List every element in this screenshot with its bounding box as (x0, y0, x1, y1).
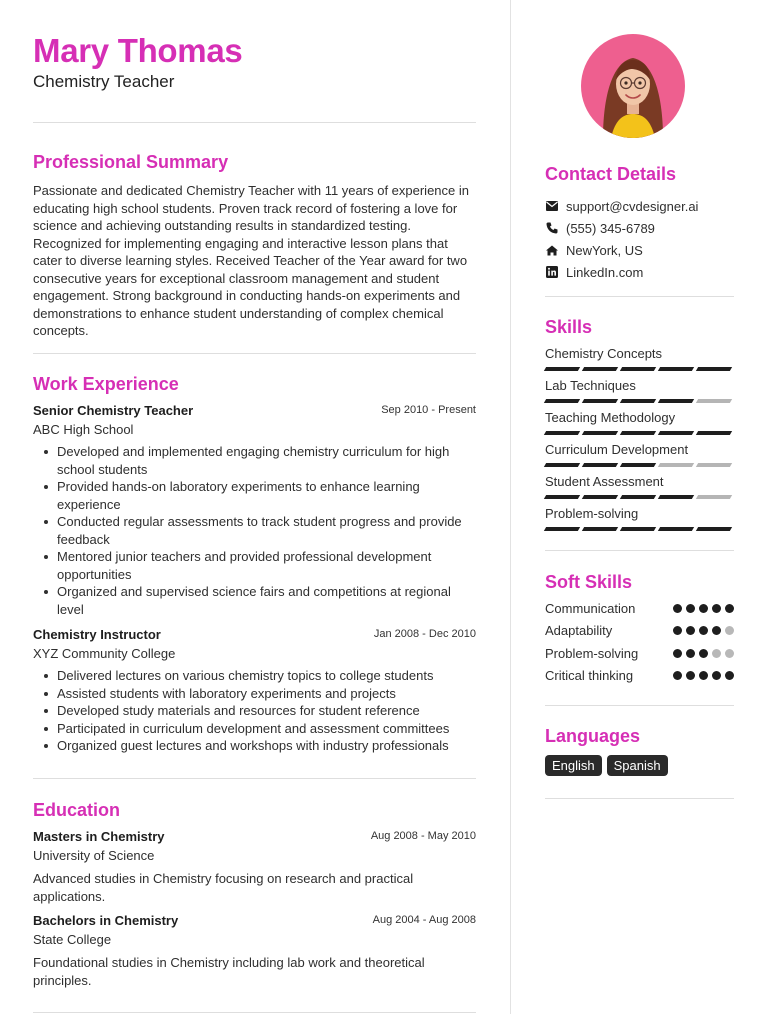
education-description: Foundational studies in Chemistry including lab work and theoretical principles. (33, 955, 425, 988)
job-bullet: Organized and supervised science fairs and competitions at regional level (33, 583, 476, 618)
rating-dot (712, 671, 721, 680)
home-icon (545, 244, 558, 257)
job-bullet: Mentored junior teachers and provided professional development opportunities (33, 548, 476, 583)
divider (545, 296, 734, 297)
skill-item (545, 410, 734, 435)
soft-skill-item (545, 646, 734, 664)
rating-dot (686, 626, 695, 635)
candidate-title: Chemistry Teacher (33, 72, 175, 91)
languages-list (545, 755, 668, 776)
skill-level-segment (620, 527, 656, 531)
job-dates: Jan 2008 - Dec 2010 (373, 628, 476, 640)
job-organization: XYZ Community College (33, 646, 176, 661)
contact-phone-text: (555) 345-6789 (566, 220, 655, 236)
rating-dot (699, 671, 708, 680)
job-bullet: Provided hands-on laboratory experiments to enhance learning experience (33, 478, 476, 513)
contact-phone[interactable] (545, 219, 655, 237)
divider (33, 778, 476, 779)
job-bullet: Developed and implemented engaging chemistry curriculum for high school students (33, 443, 476, 478)
job-bullet: Assisted students with laboratory experiments and projects (33, 685, 476, 703)
rating-dot (725, 626, 734, 635)
job-bullets (33, 667, 476, 755)
job-bullet: Organized guest lectures and workshops with industry professionals (33, 737, 476, 755)
skill-level-segment (544, 495, 580, 499)
contact-location (545, 241, 643, 259)
job-bullet: Developed study materials and resources for student reference (33, 702, 476, 720)
job-bullet: Conducted regular assessments to track student progress and provide feedback (33, 513, 476, 548)
skill-level-segment (544, 527, 580, 531)
skill-level-segment (696, 495, 732, 499)
rating-dot (725, 671, 734, 680)
soft-skill-name: Problem-solving (545, 645, 639, 661)
skill-name: Curriculum Development (545, 442, 689, 457)
skill-level-segment (696, 399, 732, 403)
skill-item (545, 506, 734, 531)
rating-dot (673, 671, 682, 680)
soft-skill-name: Critical thinking (545, 667, 634, 683)
skill-level-segment (696, 463, 732, 467)
divider (33, 1012, 476, 1013)
summary-heading: Professional Summary (33, 152, 229, 172)
skill-item (545, 474, 734, 499)
rating-dot (686, 604, 695, 613)
skill-level-segment (696, 431, 732, 435)
skill-level-segment (544, 367, 580, 371)
skill-level-segment (620, 463, 656, 467)
degree-name: Bachelors in Chemistry (33, 913, 179, 928)
skill-level-segment (620, 367, 656, 371)
soft-skill-name: Adaptability (545, 623, 613, 639)
rating-dot (712, 604, 721, 613)
skill-name: Lab Techniques (545, 378, 636, 393)
education-heading: Education (33, 800, 121, 820)
divider (33, 353, 476, 354)
soft-skill-rating (673, 604, 734, 613)
profile-photo (581, 34, 685, 138)
skill-level-segment (544, 399, 580, 403)
contact-email[interactable] (545, 197, 698, 215)
job-bullets (33, 443, 476, 618)
phone-icon (545, 222, 558, 235)
skill-level-segment (620, 431, 656, 435)
language-badge: Spanish (607, 755, 668, 776)
contact-email-text: support@cvdesigner.ai (566, 198, 699, 214)
contact-location-text: NewYork, US (566, 242, 643, 258)
rating-dot (686, 671, 695, 680)
skill-level-segment (544, 431, 580, 435)
job-bullet: Participated in curriculum development and assessment committees (33, 720, 476, 738)
skill-level-segment (582, 527, 618, 531)
job-entry (33, 403, 476, 618)
degree-name: Masters in Chemistry (33, 829, 165, 844)
skill-name: Chemistry Concepts (545, 346, 663, 361)
skill-level-bar (545, 527, 734, 531)
soft-skill-item (545, 623, 734, 641)
divider (545, 550, 734, 551)
rating-dot (712, 649, 721, 658)
skill-name: Student Assessment (545, 474, 664, 489)
education-entry (33, 829, 476, 905)
skill-level-segment (582, 495, 618, 499)
rating-dot (673, 604, 682, 613)
rating-dot (686, 649, 695, 658)
skill-level-segment (658, 495, 694, 499)
skill-level-segment (696, 367, 732, 371)
school-name: State College (33, 932, 112, 947)
rating-dot (725, 604, 734, 613)
column-divider (510, 0, 511, 1014)
skill-level-segment (544, 463, 580, 467)
skill-level-segment (582, 367, 618, 371)
skill-level-bar (545, 495, 734, 499)
contact-heading: Contact Details (545, 164, 677, 184)
skill-level-segment (696, 527, 732, 531)
skill-level-segment (582, 463, 618, 467)
soft-skill-name: Communication (545, 601, 636, 616)
skill-level-segment (620, 399, 656, 403)
skill-level-segment (658, 431, 694, 435)
divider (33, 122, 476, 123)
rating-dot (699, 649, 708, 658)
job-title: Senior Chemistry Teacher (33, 403, 194, 418)
soft-skill-item (545, 668, 734, 686)
experience-heading: Work Experience (33, 374, 179, 394)
skill-level-bar (545, 431, 734, 435)
skill-level-segment (582, 431, 618, 435)
skill-level-bar (545, 367, 734, 371)
job-entry (33, 627, 476, 755)
skill-item (545, 378, 734, 403)
education-entry (33, 913, 476, 989)
job-bullet: Delivered lectures on various chemistry topics to college students (33, 667, 476, 685)
skill-level-segment (620, 495, 656, 499)
contact-linkedin-text: LinkedIn.com (566, 264, 644, 280)
soft-skill-rating (673, 649, 734, 658)
divider (545, 798, 734, 799)
soft-skills-heading: Soft Skills (545, 572, 633, 592)
skill-level-segment (658, 527, 694, 531)
rating-dot (712, 626, 721, 635)
skill-level-segment (658, 367, 694, 371)
skill-item (545, 442, 734, 467)
skill-level-segment (658, 463, 694, 467)
education-dates: Aug 2004 - Aug 2008 (372, 914, 476, 926)
languages-heading: Languages (545, 726, 641, 746)
rating-dot (673, 626, 682, 635)
skill-level-bar (545, 399, 734, 403)
rating-dot (725, 649, 734, 658)
candidate-name: Mary Thomas (33, 32, 243, 69)
job-title: Chemistry Instructor (33, 627, 161, 642)
skill-level-segment (582, 399, 618, 403)
soft-skill-rating (673, 626, 734, 635)
summary-text: Passionate and dedicated Chemistry Teacher with 11 years of experience in educating high school students. Proven track record of fostering a love for science and achieving outstanding results in standardized testing. Recognized for implementing engaging and interactive lesson plans that cater to diverse learning styles. Received Teacher of the Year award for two consecutive years for exceptional classroom management and student engagement. Strong background in conducting hands-on experiments and demonstrations to enhance student understanding of complex chemical concepts. (33, 183, 469, 338)
job-dates: Sep 2010 - Present (381, 404, 476, 416)
divider (545, 705, 734, 706)
skill-name: Problem-solving (545, 506, 639, 521)
education-description: Advanced studies in Chemistry focusing on research and practical applications. (33, 871, 414, 904)
skill-level-segment (658, 399, 694, 403)
skill-item (545, 346, 734, 371)
rating-dot (699, 626, 708, 635)
job-organization: ABC High School (33, 422, 134, 437)
school-name: University of Science (33, 848, 155, 863)
contact-linkedin[interactable] (545, 263, 643, 281)
rating-dot (699, 604, 708, 613)
skills-heading: Skills (545, 317, 593, 337)
envelope-icon (545, 200, 558, 213)
rating-dot (673, 649, 682, 658)
linkedin-icon (545, 266, 558, 279)
skill-name: Teaching Methodology (545, 410, 676, 425)
language-badge: English (545, 755, 602, 776)
soft-skill-item (545, 601, 734, 619)
education-dates: Aug 2008 - May 2010 (370, 830, 476, 842)
soft-skill-rating (673, 671, 734, 680)
skill-level-bar (545, 463, 734, 467)
